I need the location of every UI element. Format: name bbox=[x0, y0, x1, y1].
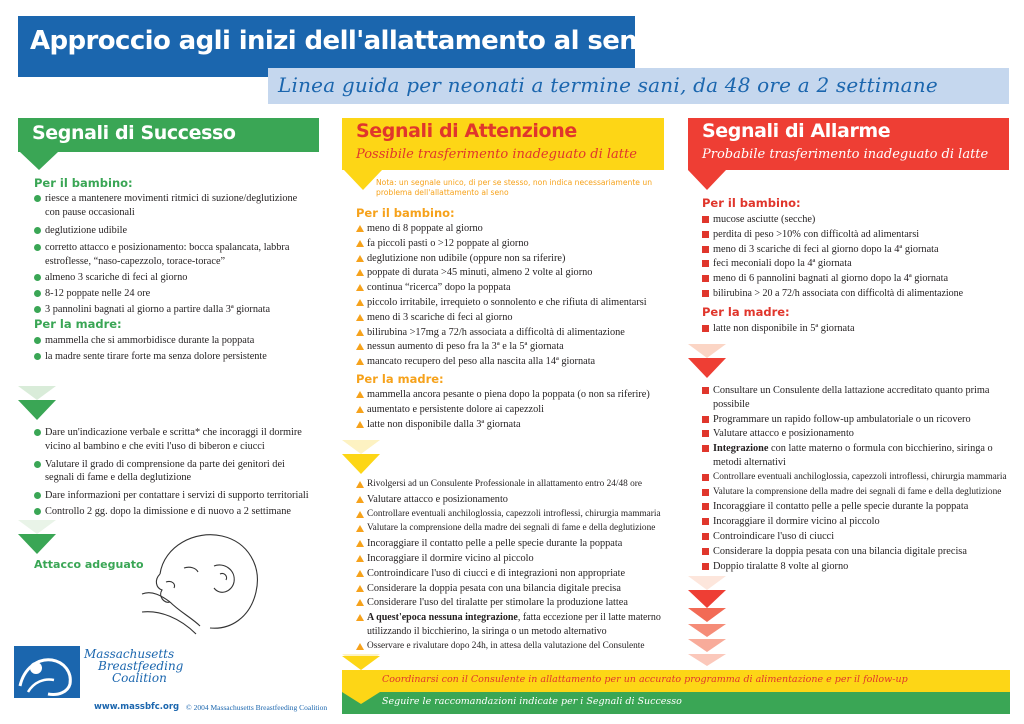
warning-triangle-icon bbox=[356, 314, 364, 321]
list-item: Incoraggiare il contatto pelle a pelle specie durante la poppata bbox=[702, 500, 1008, 514]
attention-header bbox=[342, 118, 664, 170]
bullet-dot-icon bbox=[34, 227, 41, 234]
list-item: Controllo 2 gg. dopo la dimissione e di nuovo a 2 settimane bbox=[34, 505, 316, 519]
warning-triangle-icon bbox=[356, 284, 364, 291]
alarm-title: Segnali di Allarme bbox=[702, 120, 891, 142]
warning-triangle-icon bbox=[356, 525, 364, 532]
alarm-square-icon bbox=[702, 503, 709, 510]
list-item: 8-12 poppate nelle 24 ore bbox=[34, 287, 314, 301]
success-arrow-pale-2 bbox=[18, 520, 56, 534]
list-item: Controllare eventuali anchiloglossia, capezzoli introflessi, chirurgia mammaria bbox=[702, 471, 1008, 485]
latch-caption: Attacco adeguato bbox=[34, 558, 144, 571]
footer-yellow-bar bbox=[342, 670, 1010, 692]
alarm-arrow-2 bbox=[688, 358, 726, 378]
list-item: Dare informazioni per contattare i servizi di supporto territoriali bbox=[34, 489, 316, 503]
alarm-square-icon bbox=[702, 260, 709, 267]
warning-triangle-icon bbox=[356, 269, 364, 276]
alarm-square-icon bbox=[702, 445, 709, 452]
list-item: meno di 3 scariche di feci al giorno dopo la 4ª giornata bbox=[702, 243, 1007, 257]
list-item: Incoraggiare il dormire vicino al piccolo bbox=[702, 515, 1008, 529]
list-item: feci meconiali dopo la 4ª giornata bbox=[702, 257, 1007, 271]
attention-mother-list bbox=[356, 388, 664, 431]
list-item: poppate di durata >45 minuti, almeno 2 volte al giorno bbox=[356, 266, 664, 280]
page-subtitle: Linea guida per neonati a termine sani, da 48 ore a 2 settimane bbox=[278, 73, 938, 97]
success-baby-label: Per il bambino: bbox=[34, 176, 133, 190]
warning-triangle-icon bbox=[356, 540, 364, 547]
alarm-arrow-7 bbox=[688, 654, 726, 666]
success-arrow-1 bbox=[20, 152, 58, 170]
attention-arrow-2 bbox=[342, 454, 380, 474]
list-item: Osservare e rivalutare dopo 24h, in attesa della valutazione del Consulente bbox=[356, 640, 666, 654]
warning-triangle-icon bbox=[356, 643, 364, 650]
bullet-dot-icon bbox=[34, 306, 41, 313]
list-item: deglutizione non udibile (oppure non sa riferire) bbox=[356, 252, 664, 266]
list-item: riesce a mantenere movimenti ritmici di suzione/deglutizione con pause occasionali bbox=[34, 192, 314, 220]
alarm-header bbox=[688, 118, 1009, 170]
warning-triangle-icon bbox=[356, 570, 364, 577]
warning-triangle-icon bbox=[356, 358, 364, 365]
attention-baby-label: Per il bambino: bbox=[356, 206, 455, 220]
list-item: Valutare la comprensione della madre dei segnali di fame e della deglutizione bbox=[356, 522, 666, 536]
list-item: meno di 6 pannolini bagnati al giorno dopo la 4ª giornata bbox=[702, 272, 1007, 286]
logo-line-2: Breastfeeding bbox=[98, 659, 184, 673]
list-item: nessun aumento di peso fra la 3ª e la 5ª giornata bbox=[356, 340, 664, 354]
alarm-arrow-pale bbox=[688, 344, 726, 358]
list-item: Valutare il grado di comprensione da parte dei genitori dei segnali di fame e della deglutizione bbox=[34, 458, 316, 486]
list-item: Valutare attacco e posizionamento bbox=[356, 493, 666, 507]
footer-arrow bbox=[342, 692, 380, 704]
list-item: Rivolgersi ad un Consulente Professionale in allattamento entro 24/48 ore bbox=[356, 478, 666, 492]
warning-triangle-icon bbox=[356, 599, 364, 606]
attention-baby-list bbox=[356, 222, 664, 369]
website-link[interactable]: www.massbfc.org bbox=[94, 702, 180, 712]
alarm-arrow-5 bbox=[688, 624, 726, 637]
attention-title: Segnali di Attenzione bbox=[356, 120, 577, 142]
success-arrow-3 bbox=[18, 534, 56, 554]
warning-triangle-icon bbox=[356, 343, 364, 350]
attention-actions-list bbox=[356, 478, 666, 654]
alarm-square-icon bbox=[702, 216, 709, 223]
list-item: mucose asciutte (secche) bbox=[702, 213, 1007, 227]
alarm-arrow-pale-2 bbox=[688, 576, 726, 590]
warning-triangle-icon bbox=[356, 481, 364, 488]
alarm-mother-list bbox=[702, 322, 1007, 336]
bullet-dot-icon bbox=[34, 244, 41, 251]
list-item: Considerare la doppia pesata con una bilancia digitale precisa bbox=[702, 545, 1008, 559]
list-item: deglutizione udibile bbox=[34, 224, 314, 238]
warning-triangle-icon bbox=[356, 555, 364, 562]
list-item: Dare un'indicazione verbale e scritta* che incoraggi il dormire vicino al bambino e che eviti l'uso di biberon e ciucci bbox=[34, 426, 316, 454]
alarm-baby-list bbox=[702, 213, 1007, 301]
success-header bbox=[18, 118, 319, 152]
warning-triangle-icon bbox=[356, 329, 364, 336]
list-item: aumentato e persistente dolore ai capezzoli bbox=[356, 403, 664, 417]
list-item: A quest'epoca nessuna integrazione, fatta eccezione per il latte materno utilizzando il bicchierino, la siringa o un metodo alternativo bbox=[356, 611, 666, 639]
alarm-arrow-6 bbox=[688, 639, 726, 652]
warning-triangle-icon bbox=[356, 391, 364, 398]
logo-line-1: Massachusetts bbox=[84, 647, 175, 661]
success-arrow-pale bbox=[18, 386, 56, 400]
subtitle-bar bbox=[268, 68, 1009, 104]
success-mother-list bbox=[34, 334, 314, 364]
list-item: Valutare attacco e posizionamento bbox=[702, 427, 1008, 441]
warning-triangle-icon bbox=[356, 511, 364, 518]
list-item: Considerare la doppia pesata con una bilancia digitale precisa bbox=[356, 582, 666, 596]
alarm-square-icon bbox=[702, 290, 709, 297]
list-item: mammella ancora pesante o piena dopo la poppata (o non sa riferire) bbox=[356, 388, 664, 402]
page-title: Approccio agli inizi dell'allattamento al seno bbox=[30, 26, 655, 56]
warning-triangle-icon bbox=[356, 225, 364, 232]
alarm-mother-label: Per la madre: bbox=[702, 305, 790, 319]
list-item: latte non disponibile dalla 3ª giornata bbox=[356, 418, 664, 432]
list-item: Controllare eventuali anchiloglossia, capezzoli introflessi, chirurgia mammaria bbox=[356, 508, 666, 522]
list-item: meno di 8 poppate al giorno bbox=[356, 222, 664, 236]
success-actions-list bbox=[34, 426, 316, 519]
list-item: Doppio tiralatte 8 volte al giorno bbox=[702, 560, 1008, 574]
list-item: mancato recupero del peso alla nascita alla 14ª giornata bbox=[356, 355, 664, 369]
list-item: la madre sente tirare forte ma senza dolore persistente bbox=[34, 350, 314, 364]
attention-arrow-3 bbox=[342, 656, 380, 670]
footer-yellow-text: Coordinarsi con il Consulente in allattamento per un accurato programma di alimentazione e per il follow-up bbox=[382, 674, 908, 685]
warning-triangle-icon bbox=[356, 255, 364, 262]
baby-latch-illustration bbox=[140, 526, 270, 638]
warning-triangle-icon bbox=[356, 299, 364, 306]
list-item: almeno 3 scariche di feci al giorno bbox=[34, 271, 314, 285]
coalition-logo-text bbox=[84, 648, 183, 684]
list-item: mammella che si ammorbidisce durante la poppata bbox=[34, 334, 314, 348]
list-item: fa piccoli pasti o >12 poppate al giorno bbox=[356, 237, 664, 251]
list-item: Consultare un Consulente della lattazione accreditato quanto prima possibile bbox=[702, 384, 1008, 412]
list-item: perdita di peso >10% con difficoltà ad alimentarsi bbox=[702, 228, 1007, 242]
list-item: meno di 3 scariche di feci al giorno bbox=[356, 311, 664, 325]
bullet-dot-icon bbox=[34, 353, 41, 360]
alarm-square-icon bbox=[702, 275, 709, 282]
success-baby-list bbox=[34, 192, 314, 316]
list-item: 3 pannolini bagnati al giorno a partire dalla 3ª giornata bbox=[34, 303, 314, 317]
warning-triangle-icon bbox=[356, 406, 364, 413]
footer-green-bar bbox=[342, 692, 1010, 714]
warning-triangle-icon bbox=[356, 614, 364, 621]
attention-subtitle: Possibile trasferimento inadeguato di latte bbox=[356, 147, 637, 162]
bullet-dot-icon bbox=[34, 508, 41, 515]
list-item: Incoraggiare il contatto pelle a pelle specie durante la poppata bbox=[356, 537, 666, 551]
list-item: Considerare l'uso del tiralatte per stimolare la produzione lattea bbox=[356, 596, 666, 610]
success-arrow-2 bbox=[18, 400, 56, 420]
list-item: piccolo irritabile, irrequieto o sonnolento e che rifiuta di alimentarsi bbox=[356, 296, 664, 310]
alarm-square-icon bbox=[702, 325, 709, 332]
bullet-dot-icon bbox=[34, 337, 41, 344]
alarm-square-icon bbox=[702, 246, 709, 253]
success-mother-label: Per la madre: bbox=[34, 317, 122, 331]
alarm-square-icon bbox=[702, 416, 709, 423]
alarm-square-icon bbox=[702, 231, 709, 238]
list-item: Controindicare l'uso di ciucci e di integrazioni non appropriate bbox=[356, 567, 666, 581]
success-title: Segnali di Successo bbox=[32, 122, 236, 144]
bullet-dot-icon bbox=[34, 492, 41, 499]
alarm-square-icon bbox=[702, 387, 709, 394]
alarm-square-icon bbox=[702, 474, 709, 481]
copyright-text: © 2004 Massachusetts Breastfeeding Coalition bbox=[186, 703, 328, 712]
list-item: bilirubina >17mg a 72/h associata a difficoltà di alimentazione bbox=[356, 326, 664, 340]
bullet-dot-icon bbox=[34, 429, 41, 436]
footer-green-text: Seguire le raccomandazioni indicate per i Segnali di Successo bbox=[382, 696, 682, 707]
list-item: Programmare un rapido follow-up ambulatoriale o un ricovero bbox=[702, 413, 1008, 427]
warning-triangle-icon bbox=[356, 585, 364, 592]
alarm-arrow-3 bbox=[688, 590, 726, 608]
alarm-subtitle: Probabile trasferimento inadeguato di latte bbox=[702, 147, 989, 162]
attention-mother-label: Per la madre: bbox=[356, 372, 444, 386]
alarm-square-icon bbox=[702, 518, 709, 525]
list-item: continua “ricerca” dopo la poppata bbox=[356, 281, 664, 295]
bullet-dot-icon bbox=[34, 195, 41, 202]
bullet-dot-icon bbox=[34, 461, 41, 468]
alarm-square-icon bbox=[702, 430, 709, 437]
alarm-arrow-1 bbox=[688, 170, 726, 190]
list-item: Integrazione con latte materno o formula con bicchierino, siringa o metodi alternativi bbox=[702, 442, 1008, 470]
list-item: latte non disponibile in 5ª giornata bbox=[702, 322, 1007, 336]
coalition-logo-icon bbox=[14, 646, 80, 698]
alarm-actions-list bbox=[702, 384, 1008, 573]
warning-triangle-icon bbox=[356, 421, 364, 428]
alarm-arrow-4 bbox=[688, 608, 726, 622]
list-item: Valutare la comprensione della madre dei segnali di fame e della deglutizione bbox=[702, 486, 1008, 500]
bullet-dot-icon bbox=[34, 274, 41, 281]
list-item: corretto attacco e posizionamento: bocca spalancata, labbra estroflesse, “naso-capezzolo, torace-torace” bbox=[34, 241, 314, 269]
bullet-dot-icon bbox=[34, 290, 41, 297]
alarm-square-icon bbox=[702, 548, 709, 555]
warning-triangle-icon bbox=[356, 240, 364, 247]
list-item: bilirubina > 20 a 72/h associata con difficoltà di alimentazione bbox=[702, 287, 1007, 301]
alarm-square-icon bbox=[702, 489, 709, 496]
alarm-square-icon bbox=[702, 563, 709, 570]
alarm-square-icon bbox=[702, 533, 709, 540]
attention-note: Nota: un segnale unico, di per se stesso, non indica necessariamente un problema dell'allattamento al seno bbox=[376, 178, 653, 197]
attention-arrow-pale bbox=[342, 440, 380, 454]
logo-line-3: Coalition bbox=[112, 671, 167, 685]
alarm-baby-label: Per il bambino: bbox=[702, 196, 801, 210]
list-item: Incoraggiare il dormire vicino al piccolo bbox=[356, 552, 666, 566]
warning-triangle-icon bbox=[356, 496, 364, 503]
list-item: Controindicare l'uso di ciucci bbox=[702, 530, 1008, 544]
